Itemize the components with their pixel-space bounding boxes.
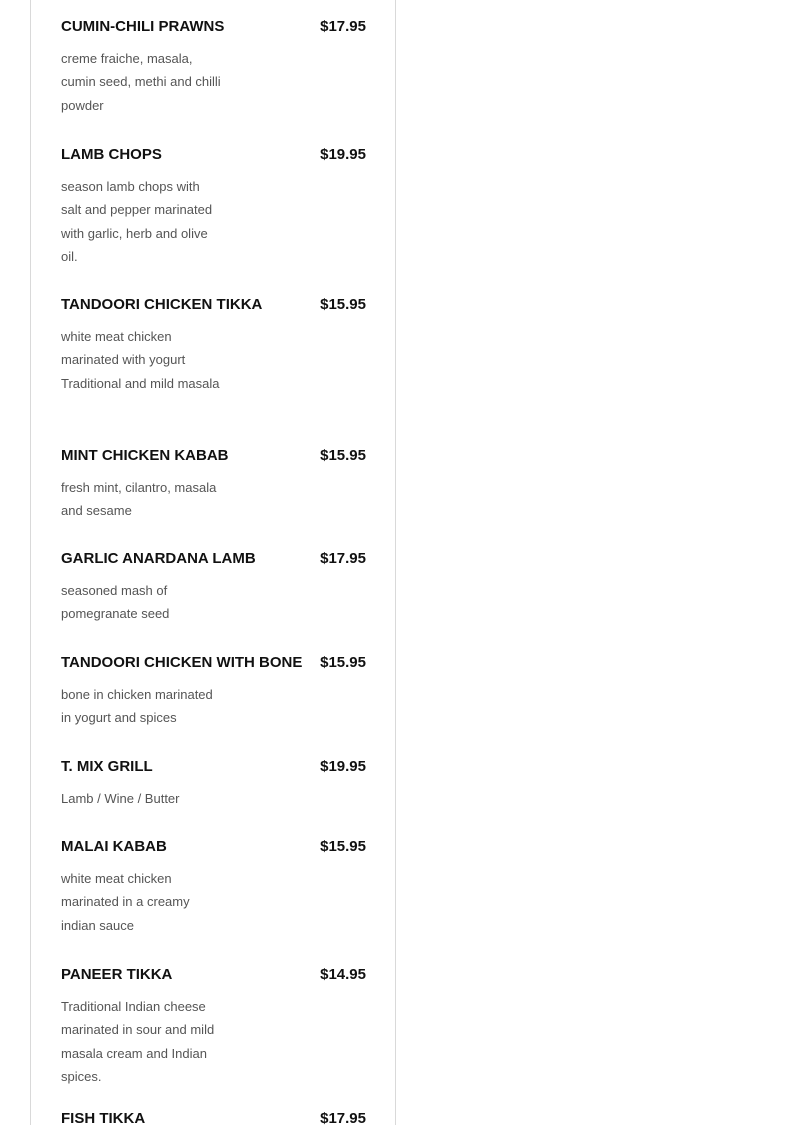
menu-item-price: $15.95: [320, 296, 366, 313]
menu-item-name: T. MIX GRILL: [61, 758, 153, 775]
menu-item-description: Traditional Indian cheese marinated in sour and mild masala cream and Indian spices.: [61, 999, 215, 1085]
menu-item-description: fresh mint, cilantro, masala and sesame: [61, 480, 217, 519]
menu-item-name: CUMIN-CHILI PRAWNS: [61, 18, 225, 35]
menu-item: [61, 838, 366, 937]
menu-item-name: MINT CHICKEN KABAB: [61, 447, 229, 464]
menu-item-price: $15.95: [320, 654, 366, 671]
menu-item-name: FISH TIKKA: [61, 1110, 146, 1125]
menu-item: [61, 966, 366, 1089]
menu-item: [61, 758, 366, 810]
menu-item-name: PANEER TIKKA: [61, 966, 173, 983]
menu-item-header: [61, 1110, 366, 1125]
menu-item-header: [61, 447, 366, 469]
menu-item-name: MALAI KABAB: [61, 838, 167, 855]
menu-item-header: [61, 654, 366, 676]
menu-item-price: $17.95: [320, 550, 366, 567]
menu-item: [61, 146, 366, 269]
menu-item-price: $19.95: [320, 146, 366, 163]
menu-item: [61, 18, 366, 117]
menu-item-description: white meat chicken marinated with yogurt Traditional and mild masala: [61, 329, 220, 391]
menu-item: [61, 1110, 366, 1125]
menu-item: [61, 447, 366, 523]
menu-item-description: season lamb chops with salt and pepper marinated with garlic, herb and olive oil.: [61, 179, 213, 265]
menu-item: [61, 654, 366, 730]
menu-item-price: $14.95: [320, 966, 366, 983]
menu-item-name: TANDOORI CHICKEN WITH BONE: [61, 654, 303, 671]
menu-item-header: [61, 966, 366, 988]
menu-item-header: [61, 758, 366, 780]
menu-item-description: creme fraiche, masala, cumin seed, methi and chilli powder: [61, 51, 221, 113]
menu-item-header: [61, 838, 366, 860]
menu-item: [61, 296, 366, 395]
menu-item-header: [61, 18, 366, 40]
menu-item-price: $15.95: [320, 838, 366, 855]
menu-item-price: $17.95: [320, 1110, 366, 1125]
menu-item-description: bone in chicken marinated in yogurt and spices: [61, 687, 213, 726]
menu-item-price: $19.95: [320, 758, 366, 775]
menu-item-price: $17.95: [320, 18, 366, 35]
menu-item-description: Lamb / Wine / Butter: [61, 791, 180, 806]
menu-item: [61, 550, 366, 626]
menu-item-price: $15.95: [320, 447, 366, 464]
menu-item-name: TANDOORI CHICKEN TIKKA: [61, 296, 263, 313]
menu-card: [30, 0, 396, 1125]
menu-item-header: [61, 296, 366, 318]
menu-item-name: LAMB CHOPS: [61, 146, 162, 163]
menu-item-name: GARLIC ANARDANA LAMB: [61, 550, 256, 567]
menu-item-description: seasoned mash of pomegranate seed: [61, 583, 170, 622]
menu-item-header: [61, 550, 366, 572]
menu-item-header: [61, 146, 366, 168]
menu-item-description: white meat chicken marinated in a creamy indian sauce: [61, 871, 190, 933]
